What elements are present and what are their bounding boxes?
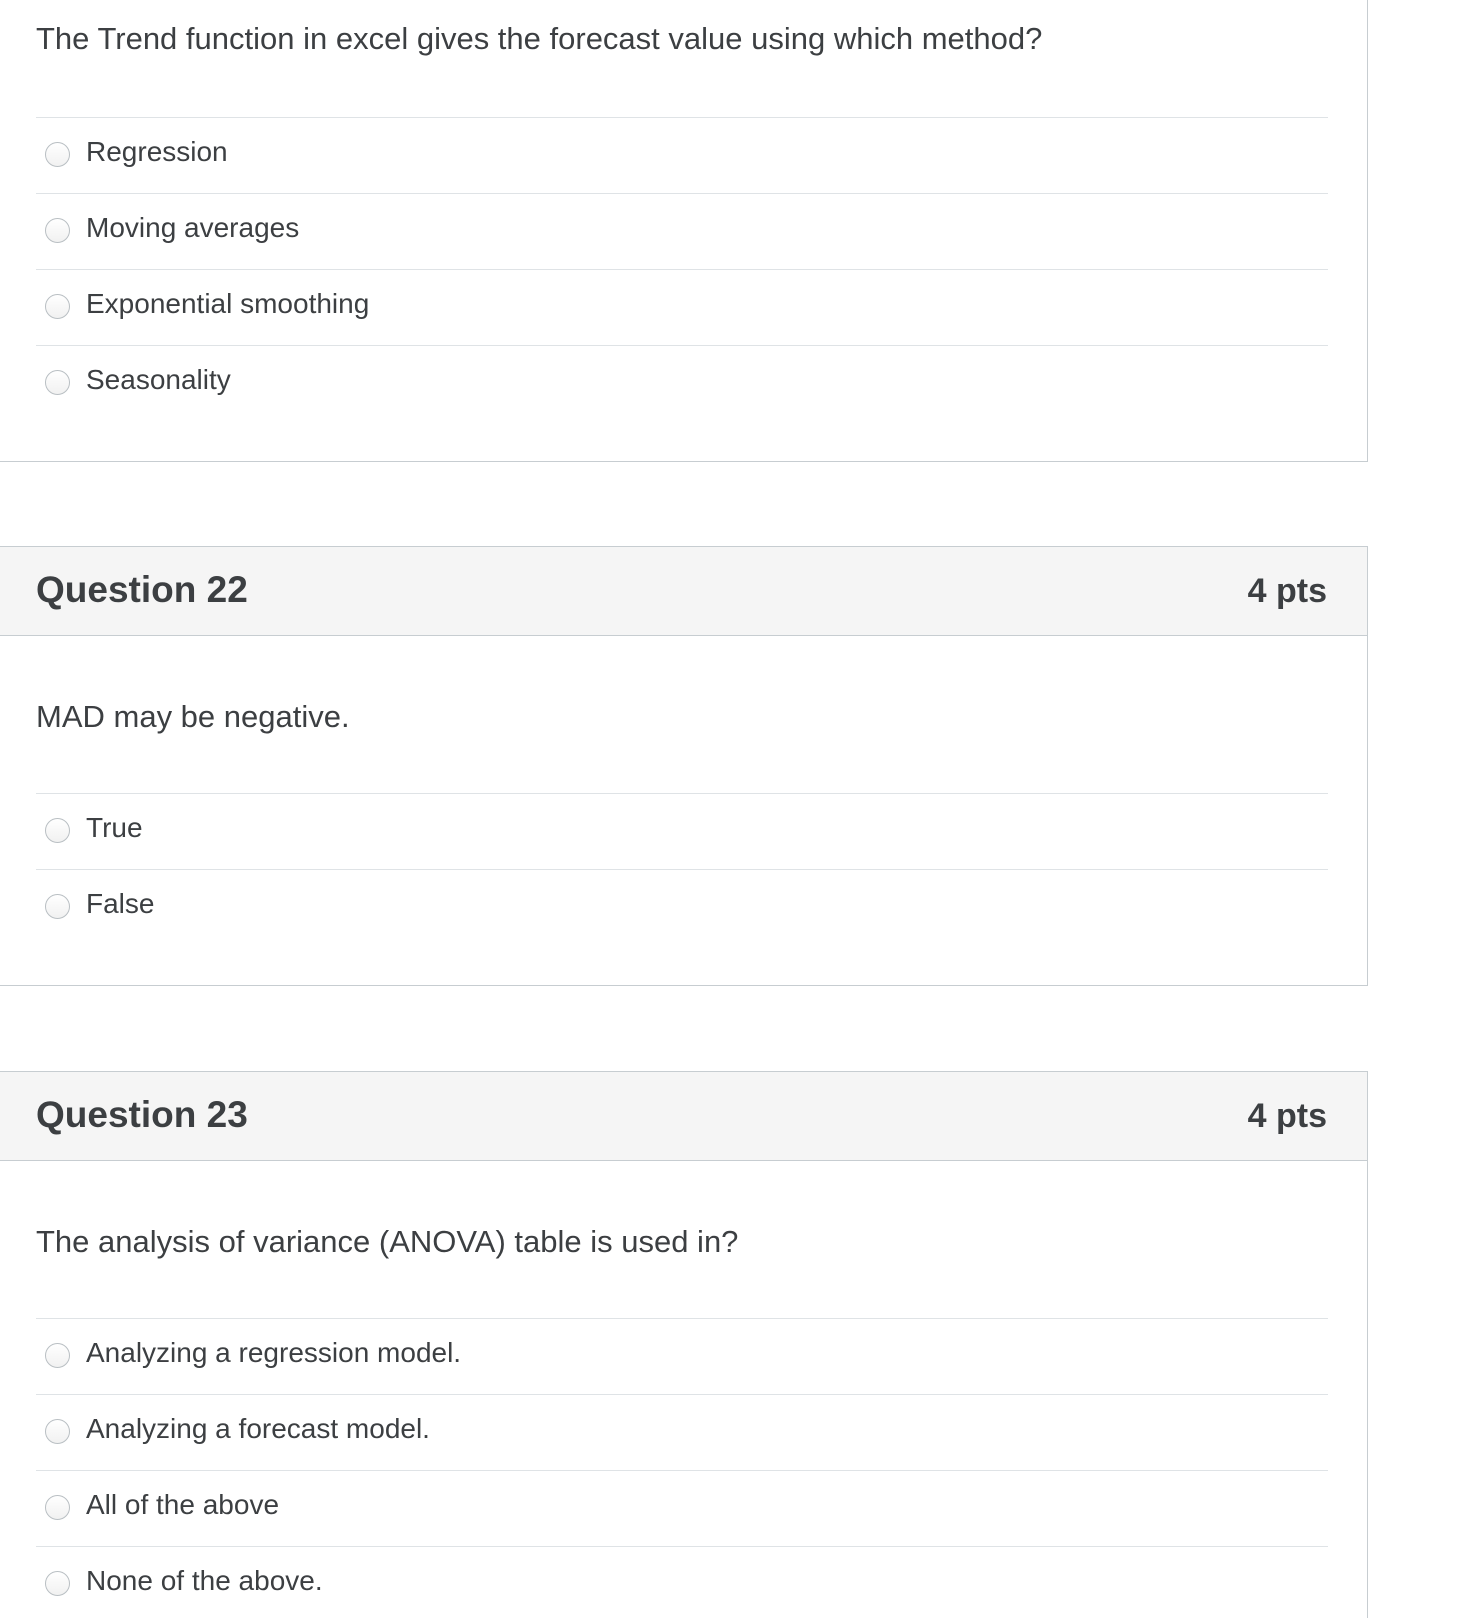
question-22-card xyxy=(0,546,1368,986)
radio-button[interactable] xyxy=(45,818,70,843)
question-points: 4 pts xyxy=(1247,1097,1327,1135)
answer-label: None of the above. xyxy=(86,1565,323,1596)
radio-button[interactable] xyxy=(45,370,70,395)
question-header xyxy=(0,1072,1367,1161)
answer-option[interactable] xyxy=(36,1546,1328,1618)
question-title: Question 23 xyxy=(36,1094,248,1135)
answer-label: Seasonality xyxy=(86,364,231,395)
answer-label: Regression xyxy=(86,136,228,167)
answer-label: False xyxy=(86,888,155,919)
question-21-card xyxy=(0,0,1368,462)
answer-label: Analyzing a forecast model. xyxy=(86,1413,430,1444)
question-23-text: The analysis of variance (ANOVA) table is used in? xyxy=(36,1224,739,1259)
radio-button[interactable] xyxy=(45,894,70,919)
radio-button[interactable] xyxy=(45,1343,70,1368)
answer-option[interactable] xyxy=(36,1470,1328,1546)
question-21-text: The Trend function in excel gives the forecast value using which method? xyxy=(36,21,1043,56)
question-22-text: MAD may be negative. xyxy=(36,699,350,734)
answer-option[interactable] xyxy=(36,793,1328,869)
question-23-answers xyxy=(36,1318,1328,1618)
answer-option[interactable] xyxy=(36,345,1328,421)
radio-button[interactable] xyxy=(45,1419,70,1444)
answer-label: Analyzing a regression model. xyxy=(86,1337,462,1368)
answer-option[interactable] xyxy=(36,193,1328,269)
answer-label: Exponential smoothing xyxy=(86,288,370,319)
radio-button[interactable] xyxy=(45,294,70,319)
answer-label: True xyxy=(86,812,143,843)
question-23-card xyxy=(0,1071,1368,1618)
answer-option[interactable] xyxy=(36,1394,1328,1470)
answer-option[interactable] xyxy=(36,1318,1328,1394)
answer-option[interactable] xyxy=(36,117,1328,193)
answer-option[interactable] xyxy=(36,269,1328,345)
question-21-answers xyxy=(36,117,1328,421)
radio-button[interactable] xyxy=(45,218,70,243)
question-points: 4 pts xyxy=(1247,572,1327,610)
radio-button[interactable] xyxy=(45,1571,70,1596)
answer-option[interactable] xyxy=(36,869,1328,945)
radio-button[interactable] xyxy=(45,142,70,167)
question-header xyxy=(0,547,1367,636)
answer-label: All of the above xyxy=(86,1489,280,1520)
question-22-answers xyxy=(36,793,1328,945)
answer-label: Moving averages xyxy=(86,212,300,243)
question-title: Question 22 xyxy=(36,569,248,610)
radio-button[interactable] xyxy=(45,1495,70,1520)
